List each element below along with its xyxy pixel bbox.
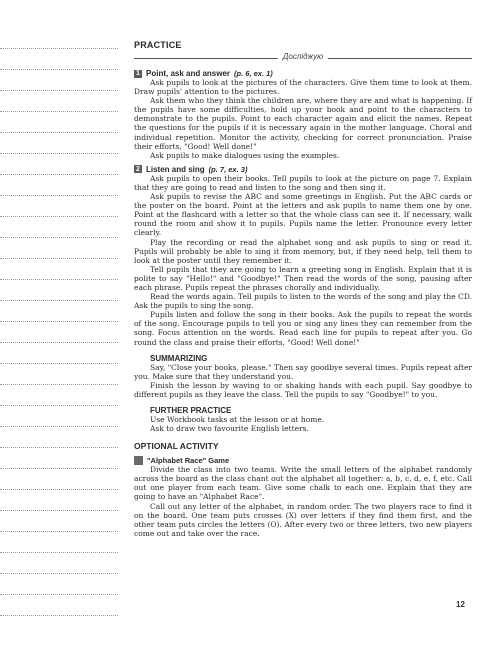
exercise-title: Point, ask and answer [146, 69, 231, 78]
paragraph: Ask pupils to revise the ABC and some greetings in English. Put the ABC cards or the poster on the board. Point at the letters and ask pupils to name them one by one. Point at the flashcard with a letter so that the whole class can see it. If necessary, walk round the room and show it to pupils. Pupils name the letter. Pronounce every letter clearly. [134, 192, 472, 238]
exercise-reference: (p. 7, ex. 3) [208, 164, 248, 174]
exercise-number-badge: 2 [134, 165, 142, 173]
margin-note-lines [0, 0, 118, 650]
paragraph: Ask pupils to open their books. Tell pupils to look at the picture on page 7. Explain that they are going to read and listen to the song and then sing it. [134, 173, 472, 192]
paragraph: Use Workbook tasks at the lesson or at home. [150, 415, 325, 424]
paragraph: Divide the class into two teams. Write the small letters of the alphabet randomly across the board as the class chant out the alphabet all together: a, b, c, d, e, f, etc. Call out one player from each team. Give some chalk to each one. Explain that they are going to have an "Alphabet Race". [134, 465, 472, 502]
paragraph: Finish the lesson by waving to or shaking hands with each pupil. Say goodbye to different pupils as they leave the class. Tell the pupils to say "Goodbye!" to you. [134, 380, 472, 399]
section-subtitle-bar [134, 53, 472, 64]
paragraph: Ask pupils to look at the pictures of the characters. Give them time to look at them. Draw pupils' attention to the pictures. [134, 78, 472, 97]
optional-activity-heading: OPTIONAL ACTIVITY [134, 441, 219, 452]
page-number: 12 [456, 600, 465, 609]
section-title: PRACTICE [134, 40, 182, 50]
square-bullet-icon [134, 456, 143, 465]
page-content [134, 40, 472, 538]
game-title: "Alphabet Race" Game [147, 456, 230, 466]
paragraph: Tell pupils that they are going to learn a greeting song in English. Explain that it is polite to say "Hello!" and "Goodbye!" Then read the words of the song, pausing after each phrase. Pupils repeat the phrases chorally and individually. [134, 264, 472, 292]
game-heading [134, 456, 472, 465]
exercise-number-badge: 1 [134, 70, 142, 78]
paragraph: Say, "Close your books, please." Then say goodbye several times. Pupils repeat after you. Make sure that they understand you. [134, 362, 472, 381]
paragraph: Read the words again. Tell pupils to listen to the words of the song and play the CD. Ask the pupils to sing the song. [134, 292, 472, 311]
paragraph: Ask to draw two favourite English letters. [150, 424, 309, 434]
paragraph: Ask them who they think the children are, where they are and what is happening. If the pupils have some difficulties, hold up your book and point to the characters to demonstrate to the pupils. Point to each character again and elicit the names. Repeat the questions for the pupils if it is necessary again in the mother language. Choral and individual repetition. Monitor the activity, checking for correct pronunciation. Praise their efforts, "Good! Well done!" [134, 96, 472, 151]
exercise-2-heading [134, 165, 472, 174]
paragraph: Pupils listen and follow the song in their books. Ask the pupils to repeat the words of the song. Encourage pupils to tell you or sing any lines they can remember from the song. Focus attention on the words. Read each line for pupils to repeat after you. Go round the class and praise their efforts, "Good! Well done!" [134, 310, 472, 347]
summarizing-heading: SUMMARIZING [150, 353, 208, 363]
paragraph: Play the recording or read the alphabet song and ask pupils to sing or read it. Pupils will probably be able to sing it from memory, but, if they need help, tell them to look at the poster until they remember it. [134, 237, 472, 265]
paragraph: Call out any letter of the alphabet, in random order. The two players race to find it on the board. One team puts crosses (X) over letters if they find them first, and the other team puts circles the letters (O). After every two or three letters, two new players come out and take over the race. [134, 501, 472, 538]
section-subtitle: Досліджую [278, 52, 328, 61]
exercise-reference: (p. 6, ex. 1) [234, 69, 273, 78]
exercise-title: Listen and sing [146, 164, 205, 174]
further-practice-heading: FURTHER PRACTICE [150, 406, 232, 415]
exercise-1-heading [134, 69, 472, 78]
paragraph: Ask pupils to make dialogues using the examples. [150, 150, 340, 160]
